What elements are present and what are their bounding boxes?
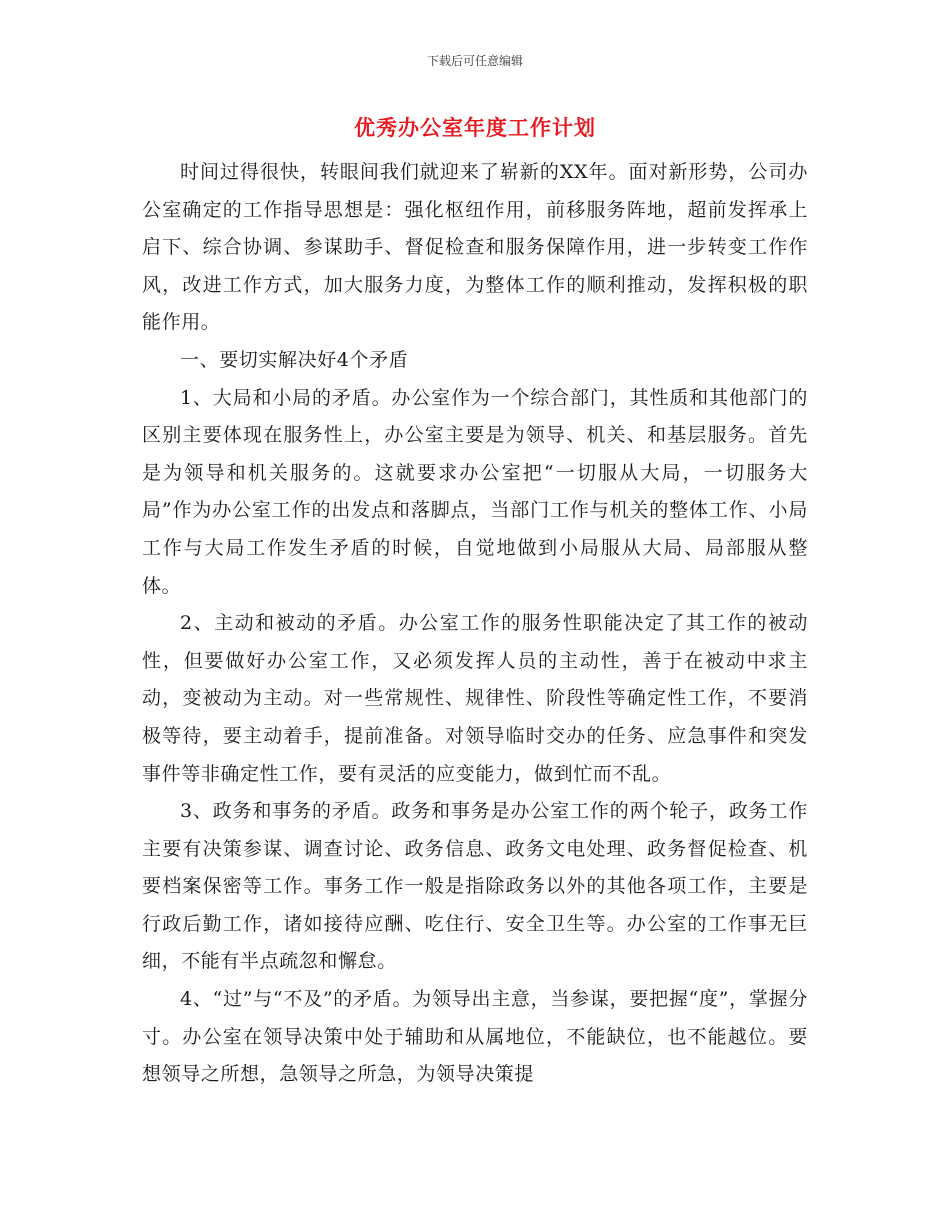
paragraph-item-1: 1、大局和小局的矛盾。办公室作为一个综合部门，其性质和其他部门的区别主要体现在服务性上，办公室主要是为领导、机关、和基层服务。首先是为领导和机关服务的。这就要求办公室把“一切服从大局，一切服务大局”作为办公室工作的出发点和落脚点，当部门工作与机关的整体工作、小局工作与大局工作发生矛盾的时候，自觉地做到小局服从大局、局部服从整体。: [142, 386, 808, 597]
document-body: [142, 154, 808, 1094]
page-header-note: 下载后可任意编辑: [426, 54, 523, 68]
section-heading: 一、要切实解决好4个矛盾: [180, 348, 409, 371]
paragraph-item-2: 2、主动和被动的矛盾。办公室工作的服务性职能决定了其工作的被动性，但要做好办公室工作，又必须发挥人员的主动性，善于在被动中求主动，变被动为主动。对一些常规性、规律性、阶段性等确定性工作，不要消极等待，要主动着手，提前准备。对领导临时交办的任务、应急事件和突发事件等非确定性工作，要有灵活的应变能力，做到忙而不乱。: [142, 612, 808, 785]
paragraph-item-4: 4、“过”与“不及”的矛盾。为领导出主意，当参谋，要把握“度”，掌握分寸。办公室在领导决策中处于辅助和从属地位，不能缺位，也不能越位。要想领导之所想，急领导之所急，为领导决策提: [142, 988, 808, 1086]
document-title: 优秀办公室年度工作计划: [354, 116, 596, 140]
paragraph-item-3: 3、政务和事务的矛盾。政务和事务是办公室工作的两个轮子，政务工作主要有决策参谋、调查讨论、政务信息、政务文电处理、政务督促检查、机要档案保密等工作。事务工作一般是指除政务以外的其他各项工作，主要是行政后勤工作，诸如接待应酬、吃住行、安全卫生等。办公室的工作事无巨细，不能有半点疏忽和懈怠。: [142, 800, 808, 973]
paragraph-intro: 时间过得很快，转眼间我们就迎来了崭新的XX年。面对新形势，公司办公室确定的工作指导思想是：强化枢纽作用，前移服务阵地，超前发挥承上启下、综合协调、参谋助手、督促检查和服务保障作用，进一步转变工作作风，改进工作方式，加大服务力度，为整体工作的顺利推动，发挥积极的职能作用。: [142, 161, 808, 334]
